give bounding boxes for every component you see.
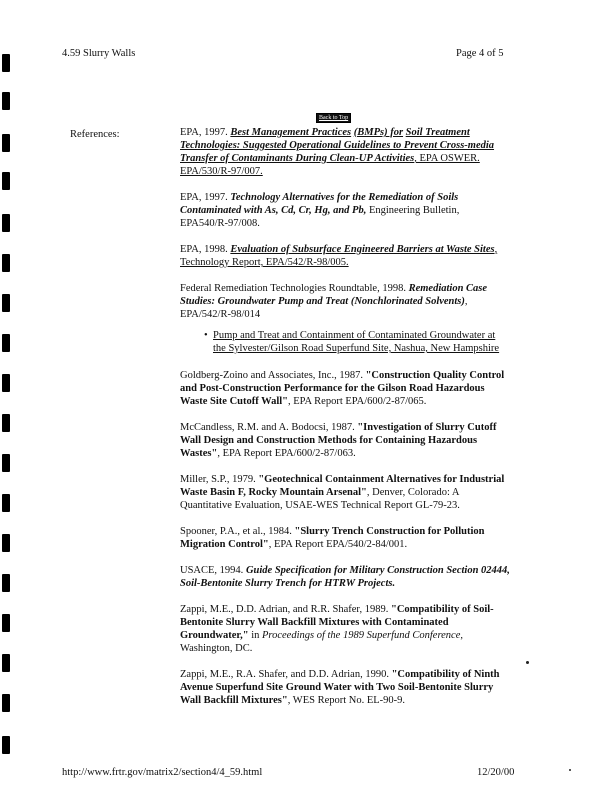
bullet-icon: •: [204, 330, 208, 341]
reference-item: [180, 369, 510, 408]
ref-tail: , EPA/542/R-98/014: [180, 296, 468, 320]
page-indicator: Page 4 of 5: [456, 48, 504, 59]
ref-journal: Proceedings of the 1989 Superfund Conference: [261, 630, 461, 641]
ref-author: EPA, 1998.: [180, 244, 228, 255]
punch-hole: [2, 414, 10, 432]
ref-link[interactable]: (BMPs) for: [353, 127, 404, 138]
ref-tail: , WES Report No. EL-90-9.: [287, 695, 406, 706]
ref-title: "Construction Quality Control and Post-Construction Performance for the Gilson Road Hazardous Waste Site Cutoff Wall": [180, 370, 505, 407]
punch-hole: [2, 294, 10, 312]
punch-hole: [2, 614, 10, 632]
ref-tail: Engineering Bulletin, EPA540/R-97/008.: [180, 205, 460, 229]
ref-title: "Geotechnical Containment Alternatives for Industrial Waste Basin F, Rocky Mountain Arsenal": [180, 474, 505, 498]
ref-title: "Slurry Trench Construction for Pollution Migration Control": [180, 526, 485, 550]
ref-tail: , EPA Report EPA/540/2-84/001.: [268, 539, 408, 550]
reference-subitem: [204, 329, 510, 355]
section-title: 4.59 Slurry Walls: [62, 48, 136, 59]
punch-hole: [2, 494, 10, 512]
references-label: References:: [70, 129, 120, 140]
ref-title: "Compatibility of Ninth Avenue Superfund Site Ground Water with Two Soil-Bentonite Slurry Wall Backfill Mixtures": [180, 669, 500, 706]
reference-item: [180, 421, 510, 460]
reference-item: [180, 282, 510, 321]
punch-hole: [2, 534, 10, 552]
scan-speck: [526, 661, 529, 664]
reference-item: [180, 191, 510, 230]
ref-link[interactable]: Evaluation of Subsurface Engineered Barriers at Waste Sites: [230, 244, 495, 255]
ref-title: Remediation Case Studies: Groundwater Pump and Treat (Nonchlorinated Solvents): [180, 283, 488, 307]
punch-hole: [2, 54, 10, 72]
ref-tail: , Denver, Colorado: A Quantitative Evaluation, USAE-WES Technical Report GL-79-23.: [180, 487, 460, 511]
ref-author: McCandless, R.M. and A. Bodocsi, 1987.: [180, 422, 355, 433]
punch-hole: [2, 574, 10, 592]
ref-author: Spooner, P.A., et al., 1984.: [180, 526, 292, 537]
reference-item: [180, 564, 510, 590]
ref-author: USACE, 1994.: [180, 565, 244, 576]
ref-tail: , Washington, DC.: [180, 630, 463, 654]
ref-title: Technology Alternatives for the Remediation of Soils Contaminated with As, Cd, Cr, Hg, and Pb,: [180, 192, 459, 216]
punch-hole: [2, 334, 10, 352]
punch-hole: [2, 254, 10, 272]
reference-item: [180, 603, 510, 655]
ref-link[interactable]: Soil Treatment Technologies: Suggested Operational Guidelines to Prevent Cross-media Transfer of Contaminants During Clean-UP Activities: [180, 127, 495, 164]
ref-title: Guide Specification for Military Construction Section 02444, Soil-Bentonite Slurry Trench for HTRW Projects.: [180, 565, 510, 589]
ref-author: EPA, 1997.: [180, 127, 228, 138]
punch-hole: [2, 172, 10, 190]
punch-hole: [2, 736, 10, 754]
ref-author: Zappi, M.E., D.D. Adrian, and R.R. Shafer, 1989.: [180, 604, 389, 615]
ref-tail: , Technology Report, EPA/542/R-98/005.: [180, 244, 498, 268]
reference-list: [180, 126, 510, 720]
punch-holes: [0, 0, 12, 800]
back-to-top-link[interactable]: Back to Top: [316, 113, 351, 123]
punch-hole: [2, 92, 10, 110]
ref-tail: , EPA OSWER. EPA/530/R-97/007.: [180, 153, 480, 177]
punch-hole: [2, 134, 10, 152]
ref-title: "Investigation of Slurry Cutoff Wall Design and Construction Methods for Containing Hazardous Wastes": [180, 422, 497, 459]
punch-hole: [2, 694, 10, 712]
reference-item: [180, 473, 510, 512]
reference-item: [180, 243, 510, 269]
punch-hole: [2, 374, 10, 392]
ref-link[interactable]: Best Management Practices: [230, 127, 352, 138]
punch-hole: [2, 654, 10, 672]
ref-author: Federal Remediation Technologies Roundtable, 1998.: [180, 283, 406, 294]
reference-item: [180, 525, 510, 551]
ref-author: Zappi, M.E., R.A. Shafer, and D.D. Adrian, 1990.: [180, 669, 389, 680]
case-study-link[interactable]: Pump and Treat and Containment of Contaminated Groundwater at the Sylvester/Gilson Road Superfund Site, Nashua, New Hampshire: [213, 330, 500, 354]
scan-speck: [569, 769, 571, 771]
ref-tail: , EPA Report EPA/600/2-87/063.: [217, 448, 356, 459]
punch-hole: [2, 454, 10, 472]
ref-connector: in: [251, 630, 260, 641]
ref-author: Goldberg-Zoino and Associates, Inc., 1987.: [180, 370, 363, 381]
ref-author: Miller, S.P., 1979.: [180, 474, 256, 485]
punch-hole: [2, 214, 10, 232]
reference-item: [180, 126, 510, 178]
ref-author: EPA, 1997.: [180, 192, 228, 203]
reference-item: [180, 668, 510, 707]
ref-tail: , EPA Report EPA/600/2-87/065.: [288, 396, 427, 407]
ref-title: "Compatibility of Soil-Bentonite Slurry Wall Backfill Mixtures with Contaminated Groundwater,": [180, 604, 494, 641]
page-url: http://www.frtr.gov/matrix2/section4/4_59.html: [62, 767, 263, 778]
print-date: 12/20/00: [477, 767, 515, 778]
